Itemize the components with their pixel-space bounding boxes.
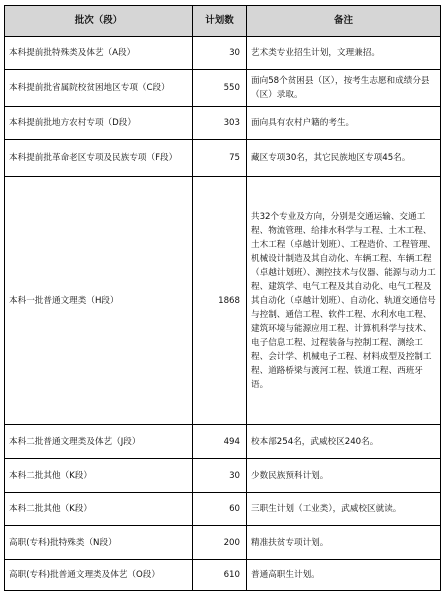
table-row <box>5 70 441 107</box>
table-row <box>5 140 441 177</box>
count-cell: 1868 <box>193 177 247 425</box>
table-row <box>5 425 441 459</box>
count-cell: 550 <box>193 70 247 107</box>
batch-cell: 本科二批普通文理类及体艺（J段） <box>5 425 193 459</box>
header-batch: 批次（段） <box>5 6 193 37</box>
note-cell: 共32个专业及方向，分别是交通运输、交通工程、物流管理、给排水科学与工程、土木工程、土木工程（卓越计划班）、工程造价、工程管理、机械设计制造及其自动化、车辆工程、车辆工程（卓越计划班）、测控技术与仪器、能源与动力工程、建筑学、电气工程及其自动化、电气工程及其自动化（卓越计划班）、自动化、轨道交通信号与控制、通信工程、软件工程、水利水电工程、建筑环境与能源应用工程、计算机科学与技术、电子信息工程、过程装备与控制工程、测绘工程、会计学、机械电子工程、材料成型及控制工程、道路桥梁与渡河工程、铁道工程、西班牙语。 <box>247 177 441 425</box>
table-row <box>5 177 441 425</box>
count-cell: 610 <box>193 560 247 591</box>
batch-cell: 本科提前批地方农村专项（D段） <box>5 107 193 140</box>
note-cell: 三职生计划（工业类），武威校区就读。 <box>247 493 441 526</box>
table-row <box>5 526 441 560</box>
batch-cell: 本科提前批革命老区专项及民族专项（F段） <box>5 140 193 177</box>
count-cell: 30 <box>193 37 247 70</box>
admission-plan-table-wrapper <box>4 5 440 591</box>
note-cell: 艺术类专业招生计划，文理兼招。 <box>247 37 441 70</box>
count-cell: 303 <box>193 107 247 140</box>
count-cell: 30 <box>193 459 247 493</box>
note-cell: 校本部254名，武威校区240名。 <box>247 425 441 459</box>
batch-cell: 本科二批其他（K段） <box>5 459 193 493</box>
table-row <box>5 459 441 493</box>
table-row <box>5 560 441 591</box>
table-row <box>5 107 441 140</box>
note-cell: 藏区专项30名，其它民族地区专项45名。 <box>247 140 441 177</box>
admission-plan-table <box>4 5 441 591</box>
batch-cell: 高职(专科)批特殊类（N段） <box>5 526 193 560</box>
batch-cell: 高职(专科)批普通文理类及体艺（O段） <box>5 560 193 591</box>
note-cell: 精准扶贫专项计划。 <box>247 526 441 560</box>
header-note: 备注 <box>247 6 441 37</box>
batch-cell: 本科提前批省属院校贫困地区专项（C段） <box>5 70 193 107</box>
table-header-row <box>5 6 441 37</box>
note-cell: 面向具有农村户籍的考生。 <box>247 107 441 140</box>
table-row <box>5 493 441 526</box>
note-cell: 面向58个贫困县（区），按考生志愿和成绩分县（区）录取。 <box>247 70 441 107</box>
count-cell: 494 <box>193 425 247 459</box>
batch-cell: 本科提前批特殊类及体艺（A段） <box>5 37 193 70</box>
table-row <box>5 37 441 70</box>
header-count: 计划数 <box>193 6 247 37</box>
batch-cell: 本科一批普通文理类（H段） <box>5 177 193 425</box>
count-cell: 200 <box>193 526 247 560</box>
count-cell: 75 <box>193 140 247 177</box>
batch-cell: 本科二批其他（K段） <box>5 493 193 526</box>
note-cell: 普通高职生计划。 <box>247 560 441 591</box>
count-cell: 60 <box>193 493 247 526</box>
note-cell: 少数民族预科计划。 <box>247 459 441 493</box>
